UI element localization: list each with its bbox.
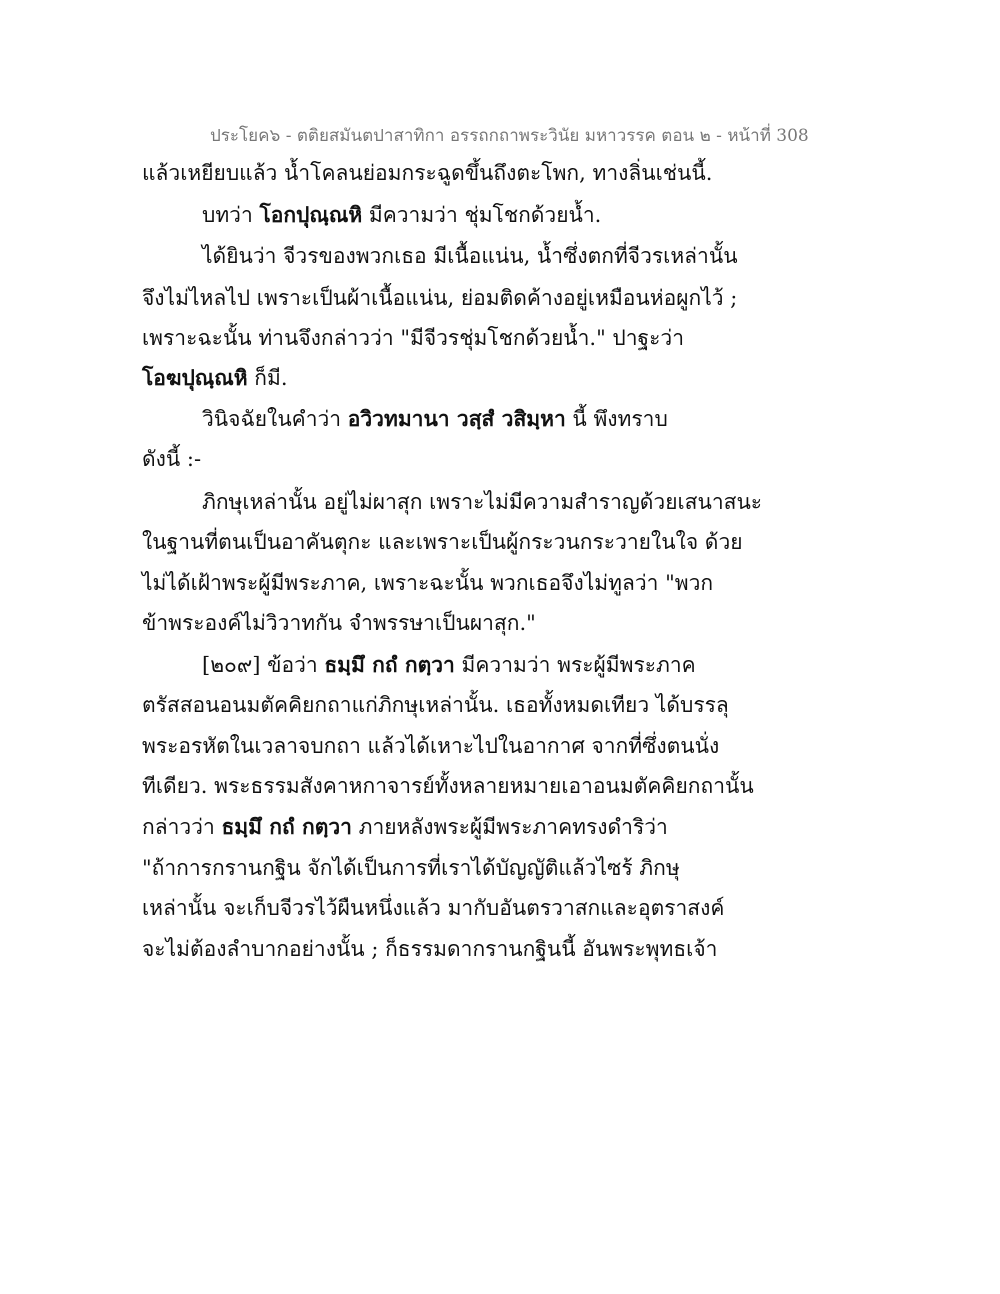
text-line-2 bbox=[202, 200, 601, 230]
text-segment: ได้ยินว่า จีวรของพวกเธอ มีเนื้อแน่น, น้ำซึ่งตกที่จีวรเหล่านั้น bbox=[202, 244, 738, 268]
text-line-3 bbox=[202, 241, 738, 271]
text-line-12 bbox=[142, 608, 536, 638]
text-line-19 bbox=[142, 893, 724, 923]
text-segment: ในฐานที่ตนเป็นอาคันตุกะ และเพราะเป็นผู้กระวนกระวายในใจ ด้วย bbox=[142, 530, 743, 554]
text-line-13 bbox=[202, 650, 696, 680]
text-line-16 bbox=[142, 771, 754, 801]
text-segment: "ถ้าการกรานกฐิน จักได้เป็นการที่เราได้บัญญัติแล้วไซร้ ภิกษุ bbox=[142, 856, 680, 880]
text-line-18 bbox=[142, 853, 680, 883]
text-segment: พระอรหัตในเวลาจบกถา แล้วได้เหาะไปในอากาศ จากที่ซึ่งตนนั่ง bbox=[142, 734, 720, 758]
text-segment: มีความว่า พระผู้มีพระภาค bbox=[454, 653, 696, 677]
text-segment: นี้ พึงทราบ bbox=[565, 407, 668, 431]
text-line-8 bbox=[142, 444, 201, 474]
pali-term: โอกปุณฺณหิ bbox=[259, 202, 363, 227]
text-segment: กล่าวว่า bbox=[142, 815, 222, 839]
text-line-1 bbox=[142, 158, 712, 188]
text-segment: ไม่ได้เฝ้าพระผู้มีพระภาค, เพราะฉะนั้น พวกเธอจึงไม่ทูลว่า "พวก bbox=[142, 571, 714, 595]
text-line-5 bbox=[142, 323, 684, 353]
text-line-20 bbox=[142, 934, 717, 964]
text-segment: ภายหลังพระผู้มีพระภาคทรงดำริว่า bbox=[351, 815, 668, 839]
pali-term: อวิวทมานา วสฺสํ วสิมฺหา bbox=[347, 406, 566, 431]
text-line-11 bbox=[142, 568, 713, 598]
pali-term: ธมฺมึ กถํ กตฺวา bbox=[221, 814, 352, 839]
text-segment: เพราะฉะนั้น ท่านจึงกล่าวว่า "มีจีวรชุ่มโชกด้วยน้ำ." ปาฐะว่า bbox=[142, 326, 685, 350]
text-segment: เหล่านั้น จะเก็บจีวรไว้ผืนหนึ่งแล้ว มากับอันตรวาสกและอุตราสงค์ bbox=[142, 896, 725, 920]
text-segment: ข้าพระองค์ไม่วิวาทกัน จำพรรษาเป็นผาสุก." bbox=[142, 611, 536, 635]
pali-term: ธมฺมึ กถํ กตฺวา bbox=[324, 652, 455, 677]
text-line-4 bbox=[142, 283, 737, 313]
text-segment: ทีเดียว. พระธรรมสังคาหกาจารย์ทั้งหลายหมายเอาอนมตัคคิยกถานั้น bbox=[142, 774, 754, 798]
running-header: ประโยค๖ - ตติยสมันตปาสาทิกา อรรถกถาพระวินัย มหาวรรค ตอน ๒ - หน้าที่ 308 bbox=[210, 126, 809, 146]
text-segment: จึงไม่ไหลไป เพราะเป็นผ้าเนื้อแน่น, ย่อมติดค้างอยู่เหมือนห่อผูกไว้ ; bbox=[142, 286, 738, 310]
pali-term: โอฆปุณฺณหิ bbox=[142, 365, 248, 390]
text-line-10 bbox=[142, 527, 743, 557]
text-line-6 bbox=[142, 363, 288, 393]
text-segment: ดังนี้ :- bbox=[142, 447, 202, 471]
text-segment: ตรัสสอนอนมตัคคิยกถาแก่ภิกษุเหล่านั้น. เธอทั้งหมดเทียว ได้บรรลุ bbox=[142, 693, 729, 717]
text-line-14 bbox=[142, 690, 729, 720]
text-segment: วินิจฉัยในคำว่า bbox=[202, 407, 348, 431]
text-segment: มีความว่า ชุ่มโชกด้วยน้ำ. bbox=[362, 203, 602, 227]
text-line-15 bbox=[142, 731, 719, 761]
text-segment: แล้วเหยียบแล้ว น้ำโคลนย่อมกระฉูดขึ้นถึงตะโพก, ทางลิ่นเช่นนี้. bbox=[142, 161, 713, 185]
text-line-7 bbox=[202, 404, 668, 434]
text-segment: ภิกษุเหล่านั้น อยู่ไม่ผาสุก เพราะไม่มีความสำราญด้วยเสนาสนะ bbox=[202, 490, 763, 514]
text-segment: บทว่า bbox=[202, 203, 260, 227]
text-segment: [๒๐๙] ข้อว่า bbox=[202, 653, 325, 677]
text-line-17 bbox=[142, 812, 668, 842]
text-line-9 bbox=[202, 487, 762, 517]
text-segment: ก็มี. bbox=[247, 366, 288, 390]
text-segment: จะไม่ต้องลำบากอย่างนั้น ; ก็ธรรมดากรานกฐินนี้ อันพระพุทธเจ้า bbox=[142, 937, 718, 961]
